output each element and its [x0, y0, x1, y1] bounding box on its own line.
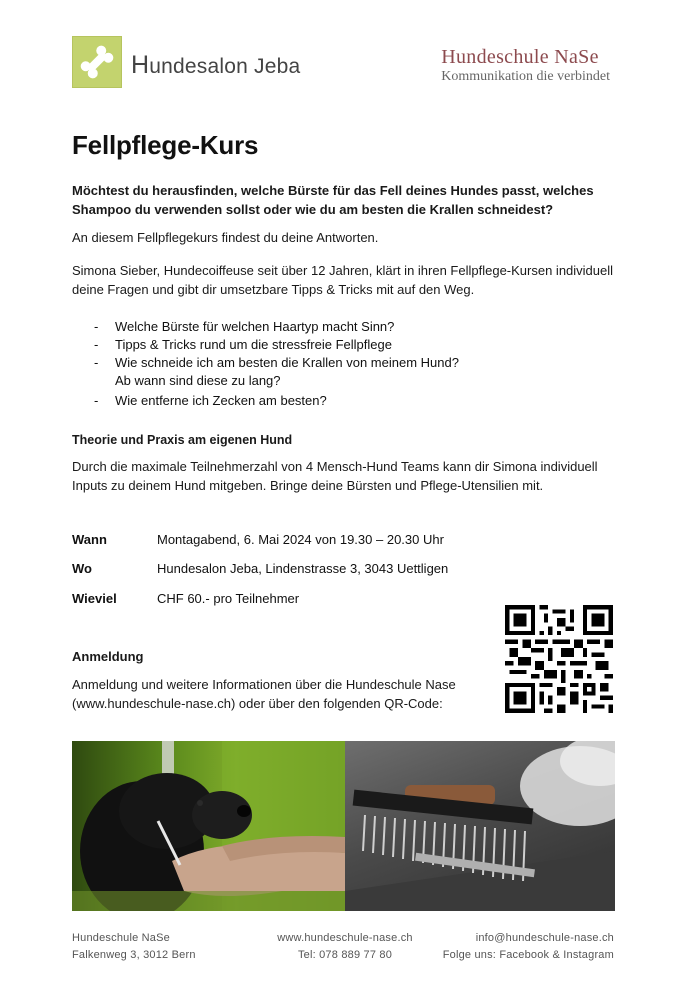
logo-jeba-text: Hundesalon Jeba	[131, 50, 301, 79]
detail-value: Montagabend, 6. Mai 2024 von 19.30 – 20.30 Uhr	[157, 532, 444, 547]
list-item: - Welche Bürste für welchen Haartyp macht Sinn?	[94, 319, 395, 334]
detail-key: Wieviel	[72, 591, 117, 606]
hundesalon-jeba-logo	[72, 36, 300, 88]
photo-strip	[72, 741, 615, 911]
bone-icon	[72, 36, 122, 88]
detail-value: CHF 60.- pro Teilnehmer	[157, 591, 300, 606]
qr-code-icon[interactable]	[505, 605, 613, 713]
logo-nase-title: Hundeschule NaSe	[441, 46, 599, 68]
list-item: - Tipps & Tricks rund um die stressfreie Fellpflege	[94, 337, 392, 352]
hundeschule-nase-logo	[441, 46, 610, 85]
topics-list	[72, 318, 632, 410]
footer-phone: Tel: 078 889 77 80	[297, 949, 393, 961]
practice-heading: Theorie und Praxis am eigenen Hund	[72, 433, 293, 447]
page-title: Fellpflege-Kurs	[72, 130, 259, 160]
footer-contact	[272, 930, 418, 964]
detail-value: Hundesalon Jeba, Lindenstrasse 3, 3043 Uettligen	[157, 561, 449, 576]
intro-text: An diesem Fellpflegekurs findest du deine Antworten.	[72, 230, 379, 245]
registration-heading: Anmeldung	[72, 649, 144, 664]
footer-email-social	[443, 930, 614, 964]
footer-website-link[interactable]: www.hundeschule-nase.ch	[277, 932, 413, 944]
footer-email-link[interactable]: info@hundeschule-nase.ch	[475, 932, 614, 944]
logo-nase-subtitle: Kommunikation die verbindet	[441, 69, 610, 84]
description-text: Simona Sieber, Hundecoiffeuse seit über 12 Jahren, klärt in ihren Fellpflege-Kursen individuell deine Fragen und gibt dir umsetzbare Tipps & Tricks mit auf den Weg.	[72, 263, 614, 297]
footer-address: Hundeschule NaSe Falkenweg 3, 3012 Bern	[72, 932, 196, 961]
detail-key: Wo	[72, 561, 92, 576]
list-item: - Wie entferne ich Zecken am besten?	[94, 393, 327, 408]
dog-grooming-photo	[72, 741, 345, 911]
list-item: - Wie schneide ich am besten die Krallen von meinem Hund? Ab wann sind diese zu lang?	[94, 355, 459, 388]
practice-text: Durch die maximale Teilnehmerzahl von 4 Mensch-Hund Teams kann dir Simona individuell Inputs zu deinem Hund mitgeben. Bringe deine Bürsten und Pflege-Utensilien mit.	[72, 459, 598, 493]
footer-social: Folge uns: Facebook & Instagram	[442, 949, 614, 961]
detail-key: Wann	[72, 532, 107, 547]
registration-text: Anmeldung und weitere Informationen über die Hundeschule Nase (www.hundeschule-nase.ch) oder über den folgenden QR-Code:	[72, 677, 456, 711]
comb-photo	[345, 741, 615, 911]
intro-question: Möchtest du herausfinden, welche Bürste für das Fell deines Hundes passt, welches Shampoo du verwenden sollst oder wie du am besten die Krallen schneidest?	[72, 183, 594, 217]
